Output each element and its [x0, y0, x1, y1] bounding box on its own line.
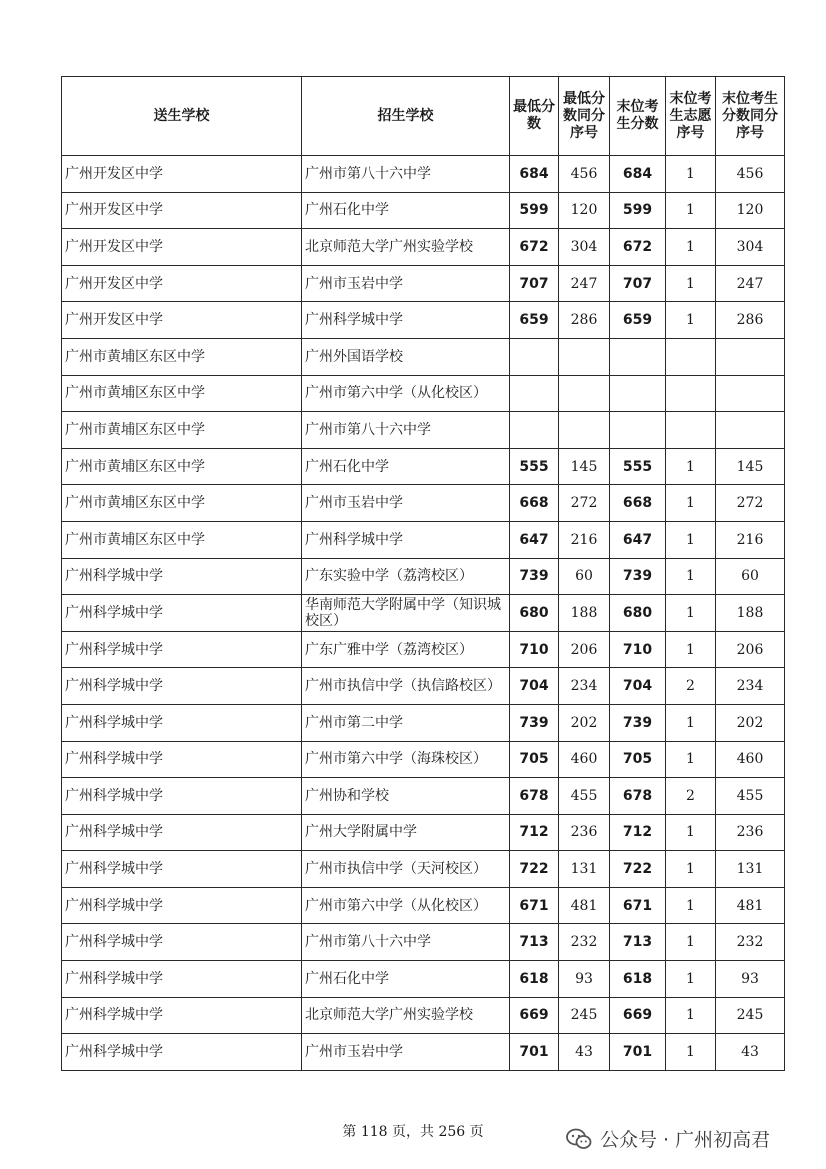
cell-min-score: 739	[510, 558, 559, 595]
cell-sending-school: 广州市黄埔区东区中学	[62, 521, 302, 558]
cell-recruiting-school: 北京师范大学广州实验学校	[302, 997, 510, 1034]
cell-last-student-choice-rank: 1	[666, 302, 716, 339]
cell-last-student-choice-rank: 2	[666, 778, 716, 815]
cell-last-student-tie-rank: 481	[716, 887, 785, 924]
cell-min-score: 710	[510, 631, 559, 668]
cell-last-student-score: 712	[610, 814, 666, 851]
cell-recruiting-school: 广州科学城中学	[302, 302, 510, 339]
cell-recruiting-school: 广州市玉岩中学	[302, 265, 510, 302]
cell-min-score-tie-rank: 216	[559, 521, 610, 558]
table-row	[62, 595, 785, 632]
table-row	[62, 924, 785, 961]
cell-last-student-tie-rank	[716, 412, 785, 449]
cell-min-score: 739	[510, 704, 559, 741]
cell-sending-school: 广州科学城中学	[62, 1034, 302, 1071]
table-row	[62, 814, 785, 851]
cell-min-score	[510, 412, 559, 449]
cell-sending-school: 广州科学城中学	[62, 997, 302, 1034]
cell-last-student-score: 671	[610, 887, 666, 924]
header-last-student-tie-rank: 末位考生分数同分序号	[716, 77, 785, 156]
cell-sending-school: 广州科学城中学	[62, 668, 302, 705]
cell-last-student-choice-rank: 1	[666, 961, 716, 998]
cell-last-student-score: 647	[610, 521, 666, 558]
cell-sending-school: 广州市黄埔区东区中学	[62, 338, 302, 375]
cell-min-score: 701	[510, 1034, 559, 1071]
table-row	[62, 1034, 785, 1071]
cell-last-student-score	[610, 412, 666, 449]
cell-last-student-score: 705	[610, 741, 666, 778]
cell-sending-school: 广州科学城中学	[62, 595, 302, 632]
table-row	[62, 485, 785, 522]
cell-recruiting-school: 广州市第六中学（从化校区）	[302, 375, 510, 412]
cell-last-student-choice-rank: 1	[666, 631, 716, 668]
watermark-text: 公众号 · 广州初高君	[600, 1129, 771, 1151]
cell-min-score: 678	[510, 778, 559, 815]
cell-min-score-tie-rank: 188	[559, 595, 610, 632]
table-row	[62, 156, 785, 193]
table-row	[62, 741, 785, 778]
cell-sending-school: 广州市黄埔区东区中学	[62, 412, 302, 449]
cell-min-score-tie-rank: 460	[559, 741, 610, 778]
cell-last-student-tie-rank: 43	[716, 1034, 785, 1071]
cell-sending-school: 广州科学城中学	[62, 704, 302, 741]
cell-recruiting-school: 广州石化中学	[302, 448, 510, 485]
cell-min-score	[510, 338, 559, 375]
cell-sending-school: 广州开发区中学	[62, 302, 302, 339]
cell-recruiting-school: 广州市第八十六中学	[302, 412, 510, 449]
cell-last-student-choice-rank: 1	[666, 595, 716, 632]
cell-min-score: 659	[510, 302, 559, 339]
table-row	[62, 265, 785, 302]
cell-last-student-tie-rank: 247	[716, 265, 785, 302]
cell-min-score: 618	[510, 961, 559, 998]
table-row	[62, 887, 785, 924]
table-header-row	[62, 77, 785, 156]
cell-recruiting-school: 北京师范大学广州实验学校	[302, 229, 510, 266]
cell-recruiting-school: 广州协和学校	[302, 778, 510, 815]
cell-last-student-choice-rank: 1	[666, 924, 716, 961]
cell-last-student-score: 701	[610, 1034, 666, 1071]
table-row	[62, 961, 785, 998]
cell-min-score-tie-rank: 60	[559, 558, 610, 595]
cell-last-student-choice-rank: 1	[666, 851, 716, 888]
cell-sending-school: 广州科学城中学	[62, 814, 302, 851]
cell-last-student-score: 669	[610, 997, 666, 1034]
cell-min-score-tie-rank: 456	[559, 156, 610, 193]
cell-min-score-tie-rank: 245	[559, 997, 610, 1034]
cell-sending-school: 广州科学城中学	[62, 961, 302, 998]
cell-recruiting-school: 广州市执信中学（执信路校区）	[302, 668, 510, 705]
cell-last-student-score: 668	[610, 485, 666, 522]
cell-recruiting-school: 广州石化中学	[302, 961, 510, 998]
table-row	[62, 997, 785, 1034]
cell-last-student-score: 722	[610, 851, 666, 888]
cell-recruiting-school: 广东实验中学（荔湾校区）	[302, 558, 510, 595]
cell-last-student-choice-rank: 1	[666, 741, 716, 778]
cell-sending-school: 广州开发区中学	[62, 229, 302, 266]
cell-last-student-choice-rank: 1	[666, 558, 716, 595]
cell-min-score: 684	[510, 156, 559, 193]
cell-last-student-tie-rank: 232	[716, 924, 785, 961]
cell-sending-school: 广州市黄埔区东区中学	[62, 448, 302, 485]
cell-min-score: 672	[510, 229, 559, 266]
cell-sending-school: 广州科学城中学	[62, 741, 302, 778]
cell-min-score-tie-rank: 232	[559, 924, 610, 961]
cell-sending-school: 广州科学城中学	[62, 631, 302, 668]
cell-min-score-tie-rank: 145	[559, 448, 610, 485]
cell-min-score: 722	[510, 851, 559, 888]
table-row	[62, 631, 785, 668]
cell-last-student-score: 684	[610, 156, 666, 193]
cell-min-score-tie-rank: 206	[559, 631, 610, 668]
header-min-score: 最低分数	[510, 77, 559, 156]
wechat-icon	[566, 1128, 592, 1150]
cell-recruiting-school: 广州市执信中学（天河校区）	[302, 851, 510, 888]
cell-last-student-score: 555	[610, 448, 666, 485]
cell-sending-school: 广州开发区中学	[62, 192, 302, 229]
cell-last-student-score: 707	[610, 265, 666, 302]
table-row	[62, 778, 785, 815]
cell-last-student-tie-rank: 131	[716, 851, 785, 888]
table-row	[62, 704, 785, 741]
table-row	[62, 851, 785, 888]
cell-last-student-score: 710	[610, 631, 666, 668]
cell-last-student-score: 739	[610, 558, 666, 595]
cell-sending-school: 广州科学城中学	[62, 887, 302, 924]
cell-last-student-choice-rank	[666, 375, 716, 412]
cell-last-student-choice-rank: 1	[666, 229, 716, 266]
cell-sending-school: 广州开发区中学	[62, 265, 302, 302]
cell-min-score-tie-rank	[559, 375, 610, 412]
cell-min-score-tie-rank: 272	[559, 485, 610, 522]
cell-min-score: 704	[510, 668, 559, 705]
cell-recruiting-school: 广州科学城中学	[302, 521, 510, 558]
table-row	[62, 338, 785, 375]
cell-last-student-choice-rank: 1	[666, 887, 716, 924]
cell-last-student-score: 680	[610, 595, 666, 632]
table-row	[62, 521, 785, 558]
cell-min-score-tie-rank: 93	[559, 961, 610, 998]
cell-last-student-choice-rank	[666, 412, 716, 449]
cell-recruiting-school: 广东广雅中学（荔湾校区）	[302, 631, 510, 668]
cell-last-student-choice-rank: 1	[666, 448, 716, 485]
cell-last-student-tie-rank: 456	[716, 156, 785, 193]
table-row	[62, 412, 785, 449]
cell-last-student-choice-rank: 1	[666, 814, 716, 851]
watermark	[566, 1125, 770, 1152]
cell-last-student-choice-rank	[666, 338, 716, 375]
cell-last-student-tie-rank: 93	[716, 961, 785, 998]
cell-min-score-tie-rank: 43	[559, 1034, 610, 1071]
cell-min-score: 599	[510, 192, 559, 229]
cell-recruiting-school: 广州市第六中学（海珠校区）	[302, 741, 510, 778]
cell-last-student-score: 659	[610, 302, 666, 339]
cell-last-student-tie-rank	[716, 338, 785, 375]
cell-last-student-score: 678	[610, 778, 666, 815]
cell-recruiting-school: 广州市第八十六中学	[302, 924, 510, 961]
cell-recruiting-school: 广州外国语学校	[302, 338, 510, 375]
cell-last-student-choice-rank: 1	[666, 1034, 716, 1071]
table-row	[62, 448, 785, 485]
table-row	[62, 192, 785, 229]
cell-last-student-tie-rank: 145	[716, 448, 785, 485]
cell-last-student-tie-rank: 234	[716, 668, 785, 705]
cell-min-score-tie-rank: 120	[559, 192, 610, 229]
cell-last-student-choice-rank: 1	[666, 704, 716, 741]
cell-recruiting-school: 广州市第六中学（从化校区）	[302, 887, 510, 924]
cell-last-student-score	[610, 375, 666, 412]
cell-min-score-tie-rank: 236	[559, 814, 610, 851]
cell-recruiting-school: 广州市第八十六中学	[302, 156, 510, 193]
cell-sending-school: 广州开发区中学	[62, 156, 302, 193]
header-last-student-choice-rank: 末位考生志愿序号	[666, 77, 716, 156]
cell-min-score: 647	[510, 521, 559, 558]
cell-min-score: 668	[510, 485, 559, 522]
cell-recruiting-school: 广州石化中学	[302, 192, 510, 229]
cell-last-student-tie-rank: 460	[716, 741, 785, 778]
cell-sending-school: 广州科学城中学	[62, 558, 302, 595]
cell-last-student-tie-rank: 245	[716, 997, 785, 1034]
cell-min-score-tie-rank: 247	[559, 265, 610, 302]
cell-min-score-tie-rank	[559, 412, 610, 449]
cell-last-student-choice-rank: 1	[666, 485, 716, 522]
admission-score-table	[61, 76, 785, 1071]
cell-min-score-tie-rank: 304	[559, 229, 610, 266]
table-row	[62, 229, 785, 266]
cell-last-student-choice-rank: 1	[666, 997, 716, 1034]
cell-sending-school: 广州科学城中学	[62, 851, 302, 888]
cell-min-score-tie-rank: 202	[559, 704, 610, 741]
cell-sending-school: 广州科学城中学	[62, 778, 302, 815]
header-min-score-tie-rank: 最低分数同分序号	[559, 77, 610, 156]
table-row	[62, 668, 785, 705]
cell-last-student-choice-rank: 1	[666, 156, 716, 193]
cell-recruiting-school: 广州市玉岩中学	[302, 1034, 510, 1071]
cell-min-score: 707	[510, 265, 559, 302]
cell-last-student-tie-rank: 202	[716, 704, 785, 741]
cell-min-score: 671	[510, 887, 559, 924]
header-sending-school: 送生学校	[62, 77, 302, 156]
cell-last-student-choice-rank: 1	[666, 265, 716, 302]
cell-last-student-tie-rank: 188	[716, 595, 785, 632]
cell-min-score-tie-rank: 286	[559, 302, 610, 339]
cell-last-student-choice-rank: 1	[666, 192, 716, 229]
cell-min-score: 705	[510, 741, 559, 778]
cell-last-student-tie-rank: 216	[716, 521, 785, 558]
cell-last-student-score: 599	[610, 192, 666, 229]
cell-min-score-tie-rank: 481	[559, 887, 610, 924]
cell-last-student-tie-rank	[716, 375, 785, 412]
table-body	[62, 156, 785, 1071]
cell-recruiting-school: 广州市玉岩中学	[302, 485, 510, 522]
cell-min-score: 680	[510, 595, 559, 632]
cell-sending-school: 广州科学城中学	[62, 924, 302, 961]
cell-sending-school: 广州市黄埔区东区中学	[62, 485, 302, 522]
cell-recruiting-school: 广州大学附属中学	[302, 814, 510, 851]
cell-last-student-tie-rank: 272	[716, 485, 785, 522]
cell-last-student-tie-rank: 206	[716, 631, 785, 668]
cell-last-student-tie-rank: 236	[716, 814, 785, 851]
cell-min-score	[510, 375, 559, 412]
table-row	[62, 302, 785, 339]
cell-min-score: 555	[510, 448, 559, 485]
cell-last-student-tie-rank: 304	[716, 229, 785, 266]
cell-min-score: 713	[510, 924, 559, 961]
header-last-student-score: 末位考生分数	[610, 77, 666, 156]
cell-min-score-tie-rank: 455	[559, 778, 610, 815]
cell-min-score: 669	[510, 997, 559, 1034]
cell-min-score-tie-rank: 234	[559, 668, 610, 705]
cell-last-student-tie-rank: 455	[716, 778, 785, 815]
cell-last-student-tie-rank: 286	[716, 302, 785, 339]
cell-min-score: 712	[510, 814, 559, 851]
cell-recruiting-school: 广州市第二中学	[302, 704, 510, 741]
table-row	[62, 558, 785, 595]
page-number: 第 118 页，共 256 页	[342, 1124, 484, 1140]
cell-last-student-choice-rank: 2	[666, 668, 716, 705]
cell-last-student-score: 739	[610, 704, 666, 741]
cell-last-student-score: 704	[610, 668, 666, 705]
cell-last-student-tie-rank: 120	[716, 192, 785, 229]
cell-sending-school: 广州市黄埔区东区中学	[62, 375, 302, 412]
cell-last-student-tie-rank: 60	[716, 558, 785, 595]
cell-last-student-score: 618	[610, 961, 666, 998]
cell-last-student-score	[610, 338, 666, 375]
cell-last-student-score: 672	[610, 229, 666, 266]
cell-last-student-score: 713	[610, 924, 666, 961]
cell-min-score-tie-rank	[559, 338, 610, 375]
header-recruiting-school: 招生学校	[302, 77, 510, 156]
cell-min-score-tie-rank: 131	[559, 851, 610, 888]
cell-recruiting-school: 华南师范大学附属中学（知识城校区）	[302, 595, 510, 632]
table-row	[62, 375, 785, 412]
cell-last-student-choice-rank: 1	[666, 521, 716, 558]
